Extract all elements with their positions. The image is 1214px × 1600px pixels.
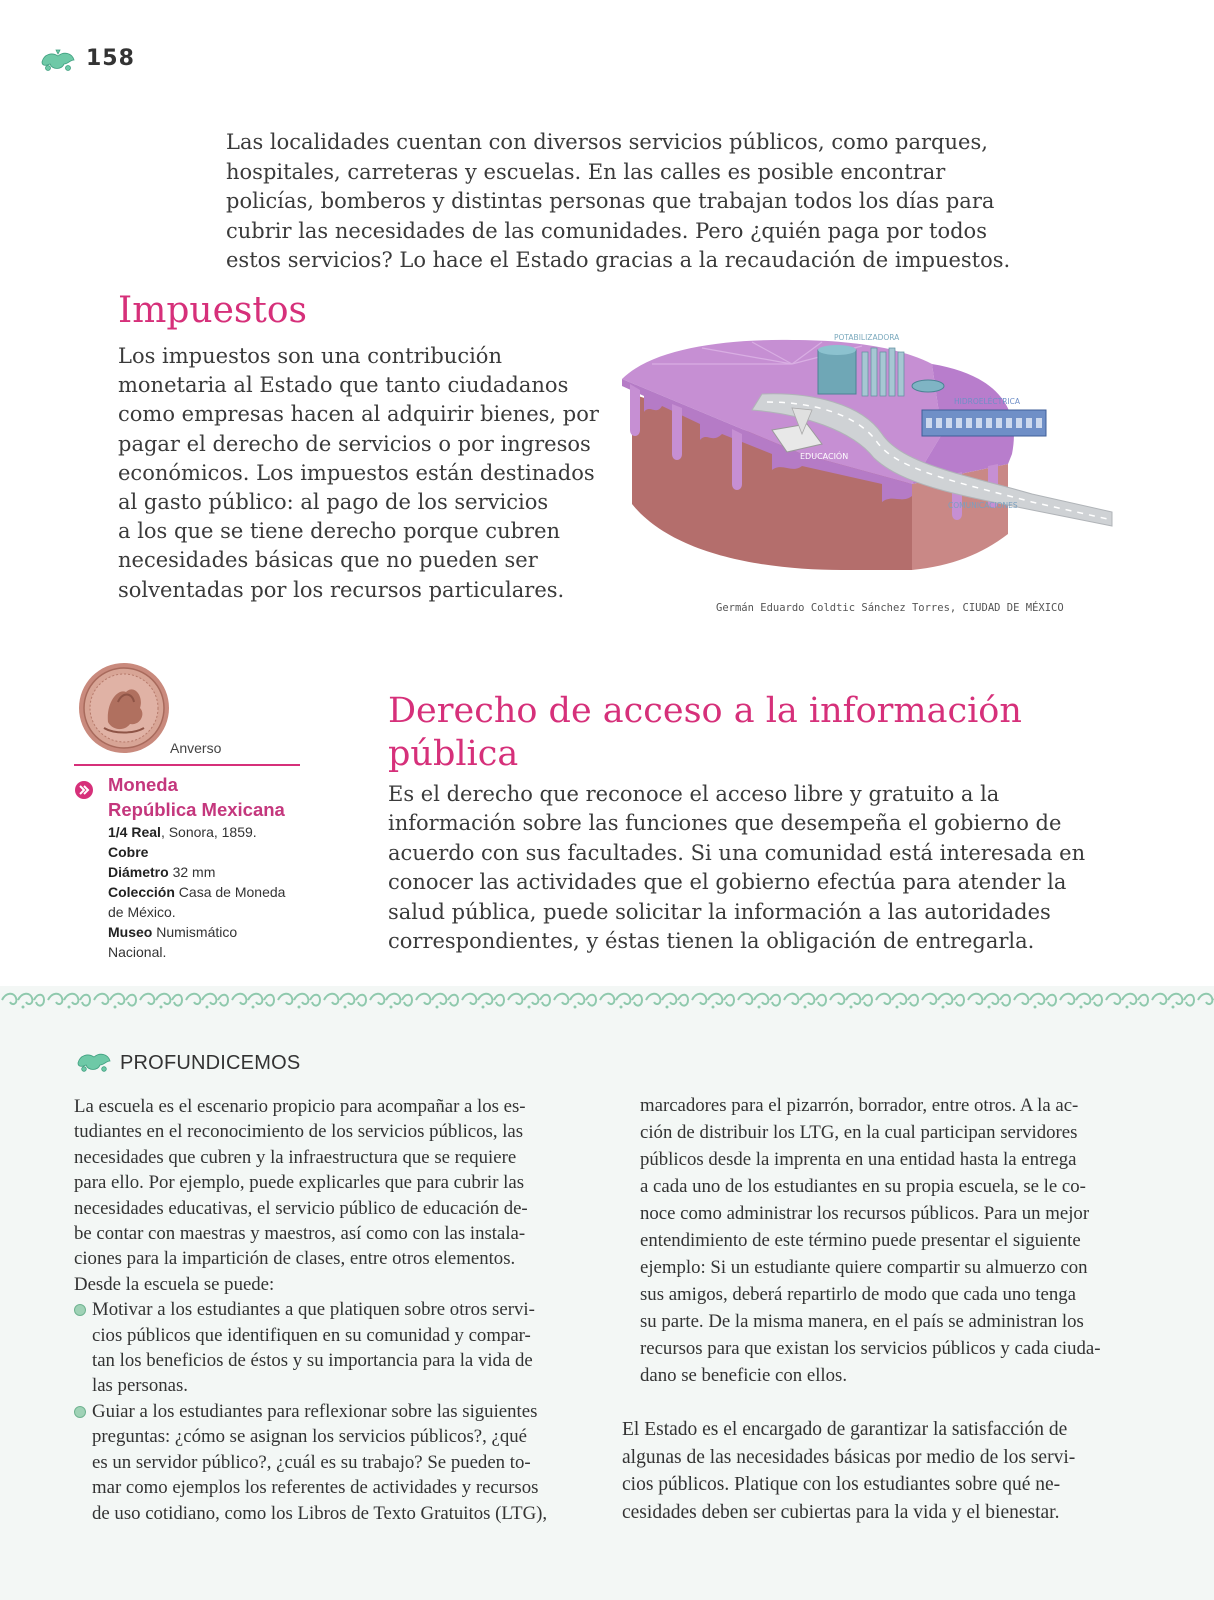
coin-museum-value: Numismático (152, 924, 238, 940)
profundicemos-closing-paragraph (622, 1416, 1142, 1526)
impuestos-line: Los impuestos son una contribución (118, 344, 502, 368)
right-line: noce como administrar los recursos públicos. Para un mejor (640, 1203, 1090, 1224)
right-line: entendimiento de este término puede presentar el siguiente (640, 1230, 1081, 1251)
left-line: be contar con maestras y maestros, así como con las instala- (74, 1223, 526, 1245)
impuestos-line: económicos. Los impuestos están destinados (118, 460, 595, 485)
profundicemos-title: PROFUNDICEMOS (120, 1052, 301, 1074)
left-line: necesidades educativas, el servicio público de educación de- (74, 1197, 528, 1219)
list-item (74, 1399, 594, 1526)
coin-denomination (108, 822, 308, 842)
right-line: públicos desde la imprenta en una entidad hasta la entrega (640, 1149, 1077, 1170)
right-line: recursos para que existan los servicios públicos y cada ciuda- (640, 1338, 1101, 1359)
left-line: Desde la escuela se puede: (74, 1273, 275, 1295)
section-title-impuestos: Impuestos (118, 290, 307, 331)
intro-paragraph (226, 128, 1016, 276)
derecho-paragraph (388, 780, 1108, 956)
label-potabilizadora: POTABILIZADORA (834, 334, 900, 342)
impuestos-line: como empresas hacen al adquirir bienes, por (118, 402, 599, 427)
bullet-icon (74, 1304, 86, 1316)
intro-line: cubrir las necesidades de las comunidades. Pero ¿quién paga por todos (226, 218, 987, 243)
coin-museum-cont: Nacional. (108, 944, 167, 960)
closing-line: algunas de las necesidades básicas por medio de los servi- (622, 1446, 1076, 1468)
profundicemos-left-column (74, 1094, 594, 1526)
impuestos-paragraph (118, 342, 598, 605)
coin-denomination-label: 1/4 Real (108, 824, 161, 840)
right-line: marcadores para el pizarrón, borrador, entre otros. A la ac- (640, 1095, 1079, 1116)
derecho-line: Es el derecho que reconoce el acceso libre y gratuito a la (388, 782, 1000, 806)
profundicemos-right-column (640, 1092, 1138, 1389)
intro-line: hospitales, carreteras y escuelas. En las calles es posible encontrar (226, 159, 946, 184)
coin-museum-label: Museo (108, 924, 153, 940)
bullet-line: mar como ejemplos los referentes de actividades y recursos (92, 1477, 539, 1499)
label-educacion: EDUCACIÓN (800, 452, 849, 461)
section-title-derecho-line2: pública (388, 734, 519, 774)
tax-cake-illustration (612, 334, 1128, 594)
left-line: tudiantes en el reconocimiento de los servicios públicos, las (74, 1121, 524, 1143)
coin-diameter (108, 862, 308, 882)
intro-line: policías, bomberos y distintas personas que trabajan todos los días para (226, 189, 995, 213)
bullet-line: Guiar a los estudiantes para reflexionar sobre las siguientes (92, 1400, 538, 1422)
coin-title (108, 772, 285, 822)
bullet-line: tan los beneficios de éstos y su importancia para la vida de (92, 1350, 533, 1372)
impuestos-line: a los que se tiene derecho porque cubren (118, 519, 561, 544)
coin-collection (108, 882, 308, 902)
left-line: La escuela es el escenario propicio para acompañar a los es- (74, 1096, 526, 1117)
coin-title-line2: República Mexicana (108, 799, 285, 820)
right-line: su parte. De la misma manera, en el país se administran los (640, 1311, 1084, 1332)
coin-title-line1: Moneda (108, 774, 178, 795)
ornamental-border (0, 988, 1214, 1012)
bullet-line: cios públicos que identifiquen en su comunidad y compar- (92, 1324, 531, 1346)
bullet-line: preguntas: ¿cómo se asignan los servicios públicos?, ¿qué (92, 1426, 527, 1448)
coin-side-label: Anverso (170, 740, 222, 756)
impuestos-line: monetaria al Estado que tanto ciudadanos (118, 373, 569, 398)
coin-material-value: Cobre (108, 844, 149, 860)
right-line: ejemplo: Si un estudiante quiere compartir su almuerzo con (640, 1257, 1088, 1278)
right-line: ción de distribuir los LTG, en la cual participan servidores (640, 1122, 1078, 1143)
right-line: a cada uno de los estudiantes en su propia escuela, se le co- (640, 1176, 1086, 1197)
impuestos-line: solventadas por los recursos particulares. (118, 577, 565, 602)
derecho-line: conocer las actividades que el gobierno efectúa para atender la (388, 870, 1067, 895)
left-line: necesidades que cubren y la infraestructura que se requiere (74, 1146, 517, 1168)
coin-diameter-value: 32 mm (168, 864, 216, 880)
right-line: sus amigos, deberá repartirlo de modo que cada uno tenga (640, 1284, 1076, 1305)
derecho-line: acuerdo con sus facultades. Si una comunidad está interesada en (388, 840, 1086, 865)
chevron-right-icon (74, 780, 94, 800)
left-line: ciones para la impartición de clases, entre otros elementos. (74, 1248, 516, 1270)
closing-line: cios públicos. Platique con los estudiantes sobre qué ne- (622, 1474, 1061, 1495)
left-line: para ello. Por ejemplo, puede explicarles que para cubrir las (74, 1172, 525, 1194)
closing-line: El Estado es el encargado de garantizar la satisfacción de (622, 1419, 1068, 1440)
label-comunicaciones: COMUNICACIONES (948, 501, 1018, 510)
derecho-line: salud pública, puede solicitar la información a las autoridades (388, 899, 1051, 924)
right-line: dano se beneficie con ellos. (640, 1365, 848, 1386)
glyph-logo-icon (38, 48, 78, 74)
coin-collection-value: Casa de Moneda (174, 884, 286, 900)
derecho-line: correspondientes, y éstas tienen la obligación de entregarla. (388, 929, 1035, 954)
section-title-derecho-line1: Derecho de acceso a la información (388, 691, 1022, 731)
glyph-logo-icon (74, 1050, 114, 1074)
bullet-icon (74, 1406, 86, 1418)
closing-line: cesidades deben ser cubiertas para la vida y el bienestar. (622, 1501, 1060, 1523)
coin-denomination-rest: , Sonora, 1859. (160, 824, 257, 840)
illustration-credit: Germán Eduardo Coldtic Sánchez Torres, CIUDAD DE MÉXICO (716, 602, 1064, 614)
coin-diameter-label: Diámetro (108, 864, 169, 880)
list-item (74, 1297, 594, 1399)
label-hidroelectrica: HIDROELÉCTRICA (954, 397, 1021, 406)
coin-material (108, 842, 308, 862)
intro-line: estos servicios? Lo hace el Estado gracias a la recaudación de impuestos. (226, 248, 1011, 272)
section-title-derecho (388, 690, 1108, 776)
page-number: 158 (86, 46, 135, 71)
impuestos-line: necesidades básicas que no pueden ser (118, 548, 538, 573)
derecho-line: información sobre las funciones que desempeña el gobierno de (388, 811, 1062, 836)
bullet-line: de uso cotidiano, como los Libros de Texto Gratuitos (LTG), (92, 1502, 548, 1524)
impuestos-line: pagar el derecho de servicios o por ingresos (118, 431, 591, 456)
coin-collection-cont: de México. (108, 904, 176, 920)
impuestos-line: al gasto público: al pago de los servicios (118, 490, 549, 515)
coin-divider (74, 764, 300, 766)
coin-collection-label: Colección (108, 884, 175, 900)
bullet-line: es un servidor público?, ¿cuál es su trabajo? Se pueden to- (92, 1451, 531, 1473)
coin-image (78, 662, 170, 754)
bullet-line: Motivar a los estudiantes a que platiquen sobre otros servi- (92, 1299, 535, 1321)
coin-details (108, 822, 308, 962)
intro-line: Las localidades cuentan con diversos servicios públicos, como parques, (226, 130, 988, 154)
coin-museum (108, 922, 308, 942)
bullet-line: las personas. (92, 1375, 188, 1397)
